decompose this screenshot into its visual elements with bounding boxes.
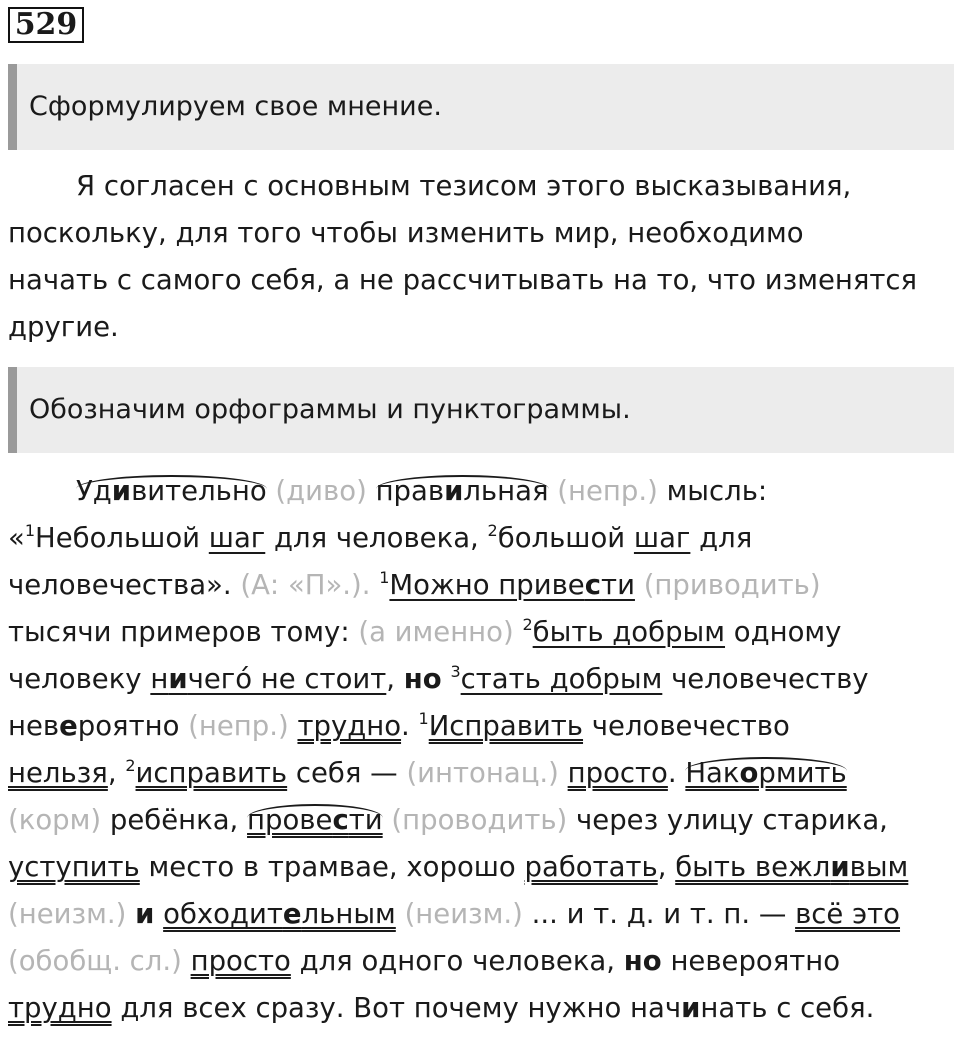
subject: работать	[524, 851, 658, 883]
clause-number: 2	[522, 615, 533, 634]
predicate: трудно	[297, 710, 402, 742]
text-line: тысячи примеров тому: (а именно) $^2$быть добрым одному	[8, 615, 842, 648]
subject: стать добрым	[460, 663, 663, 695]
subject: всё это	[795, 898, 901, 930]
subject: быть добрым	[532, 616, 726, 648]
predicate: шаг	[208, 522, 266, 554]
predicate: просто	[190, 945, 291, 977]
analysis-paragraph	[8, 468, 953, 1032]
subject: обходительным	[163, 898, 396, 930]
text-line: человеку ничего́ не стоит, но $^3$стать добрым человечеству	[8, 662, 869, 695]
text-line: невероятно (непр.) трудно. $^1$Исправить человечество	[8, 709, 790, 742]
exercise-number: 529	[8, 7, 84, 43]
section-header-opinion	[8, 64, 954, 150]
section-header-text: Сформулируем свое мнение.	[29, 91, 442, 122]
clause-number: 1	[379, 568, 390, 587]
text-line: (неизм.) и обходительным (неизм.) ... и т. д. и т. п. — всё это	[8, 898, 901, 930]
check-word: (корм)	[8, 804, 102, 836]
text-line: трудно для всех сразу. Вот почему нужно начинать с себя.	[8, 992, 875, 1024]
subject: уступить	[8, 851, 140, 883]
root-arc-word: Удивительно	[76, 475, 267, 507]
text-line: человечества». (А: «П».). $^1$Можно привести (приводить)	[8, 568, 821, 601]
subject: Исправить	[428, 710, 584, 742]
predicate: просто	[567, 757, 668, 789]
section-header-orthograms	[8, 367, 954, 453]
predicate: трудно	[8, 992, 112, 1024]
text-line: другие.	[8, 311, 119, 343]
predicate: Можно привести	[389, 569, 635, 601]
clause-number: 3	[450, 662, 461, 681]
text-line: уступить место в трамвае, хорошо работать, быть вежливым	[8, 851, 909, 883]
subject: Накормить	[685, 757, 847, 789]
text-line: (корм) ребёнка, провести (проводить) через улицу старика,	[8, 804, 888, 836]
text-line: поскольку, для того чтобы изменить мир, необходимо	[8, 217, 804, 249]
root-arc-word: правильная	[375, 475, 549, 507]
text-line	[8, 468, 953, 515]
text-line: (обобщ. сл.) просто для одного человека, но невероятно	[8, 945, 841, 977]
clause-number: 1	[418, 709, 429, 728]
subject: быть вежливым	[675, 851, 909, 883]
subject: исправить	[135, 757, 288, 789]
predicate: ничего́ не стоит	[150, 663, 387, 695]
opinion-paragraph	[8, 163, 953, 351]
clause-number: 1	[24, 521, 36, 540]
note: (непр.)	[557, 475, 658, 507]
text-line: нельзя, $^2$исправить себя — (интонац.) просто. Накормить	[8, 756, 847, 789]
plain-text: мысль:	[666, 475, 768, 507]
clause-number: 2	[125, 756, 136, 775]
predicate: нельзя	[8, 757, 108, 789]
text-line: «$^1$Небольшой шаг для человека, $^2$большой шаг для	[8, 521, 753, 554]
section-header-text: Обозначим орфограммы и пунктограммы.	[29, 394, 631, 425]
check-word: (диво)	[275, 475, 367, 507]
predicate: шаг	[633, 522, 691, 554]
clause-number: 2	[487, 521, 498, 540]
subject: провести	[247, 804, 383, 836]
text-line: начать с самого себя, а не рассчитывать на то, что изменятся	[8, 264, 918, 296]
text-line: Я согласен с основным тезисом этого высказывания,	[76, 170, 852, 202]
